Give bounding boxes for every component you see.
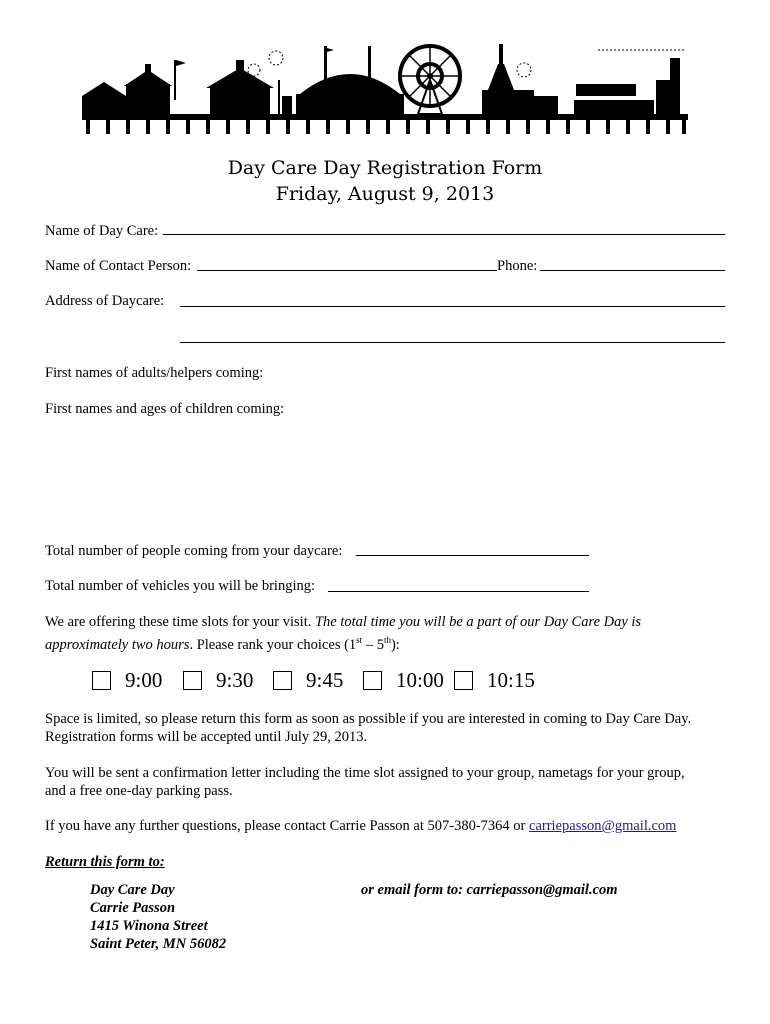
checkbox[interactable] <box>454 671 473 690</box>
offer-line1: We are offering these time slots for your visit. The total time you will be a part of our Day Care Day is <box>45 614 642 630</box>
children-label: First names and ages of children coming: <box>45 401 285 417</box>
checkbox[interactable] <box>363 671 382 690</box>
return-address-line1: Day Care Day <box>90 882 175 898</box>
space-limited-line1: Space is limited, so please return this form as soon as possible if you are interested in coming to Day Care Day. <box>45 711 692 727</box>
time-slot-1015[interactable]: 10:15 <box>454 666 535 694</box>
return-address-line4: Saint Peter, MN 56082 <box>90 936 227 952</box>
address-field-line1[interactable] <box>180 306 725 307</box>
checkbox[interactable] <box>183 671 202 690</box>
adults-label: First names of adults/helpers coming: <box>45 365 264 381</box>
address-label: Address of Daycare: <box>45 293 165 309</box>
address-field-line2[interactable] <box>180 342 725 343</box>
questions-line: If you have any further questions, please contact Carrie Passon at 507-380-7364 or carriepasson@gmail.com <box>45 818 677 834</box>
offer-line2: approximately two hours. Please rank your choices (1st – 5th): <box>45 635 400 653</box>
return-address-line3: 1415 Winona Street <box>90 918 208 934</box>
time-slot-0900[interactable]: 9:00 <box>92 666 162 694</box>
daycare-name-field[interactable] <box>163 234 725 235</box>
email-link[interactable]: carriepasson@gmail.com <box>529 818 677 834</box>
return-address-line2: Carrie Passon <box>90 900 176 916</box>
confirmation-line1: You will be sent a confirmation letter including the time slot assigned to your group, nametags for your group, <box>45 765 685 781</box>
daycare-name-label: Name of Day Care: <box>45 223 159 239</box>
confirmation-line2: and a free one-day parking pass. <box>45 783 233 799</box>
city-skyline-icon <box>78 40 692 136</box>
total-vehicles-field[interactable] <box>328 591 589 592</box>
checkbox[interactable] <box>273 671 292 690</box>
phone-field[interactable] <box>540 270 725 271</box>
contact-person-label: Name of Contact Person: <box>45 258 192 274</box>
total-people-label: Total number of people coming from your daycare: <box>45 543 343 559</box>
form-title: Day Care Day Registration Form <box>227 157 543 179</box>
return-heading: Return this form to: <box>45 854 165 870</box>
total-vehicles-label: Total number of vehicles you will be bringing: <box>45 578 315 594</box>
time-slot-1000[interactable]: 10:00 <box>363 666 444 694</box>
email-form-note: or email form to: carriepasson@gmail.com <box>361 882 618 898</box>
total-people-field[interactable] <box>356 555 589 556</box>
form-date: Friday, August 9, 2013 <box>275 183 495 205</box>
time-slot-0930[interactable]: 9:30 <box>183 666 253 694</box>
space-limited-line2: Registration forms will be accepted until July 29, 2013. <box>45 729 368 745</box>
time-slot-0945[interactable]: 9:45 <box>273 666 343 694</box>
contact-person-field[interactable] <box>197 270 497 271</box>
phone-label: Phone: <box>497 258 538 274</box>
checkbox[interactable] <box>92 671 111 690</box>
